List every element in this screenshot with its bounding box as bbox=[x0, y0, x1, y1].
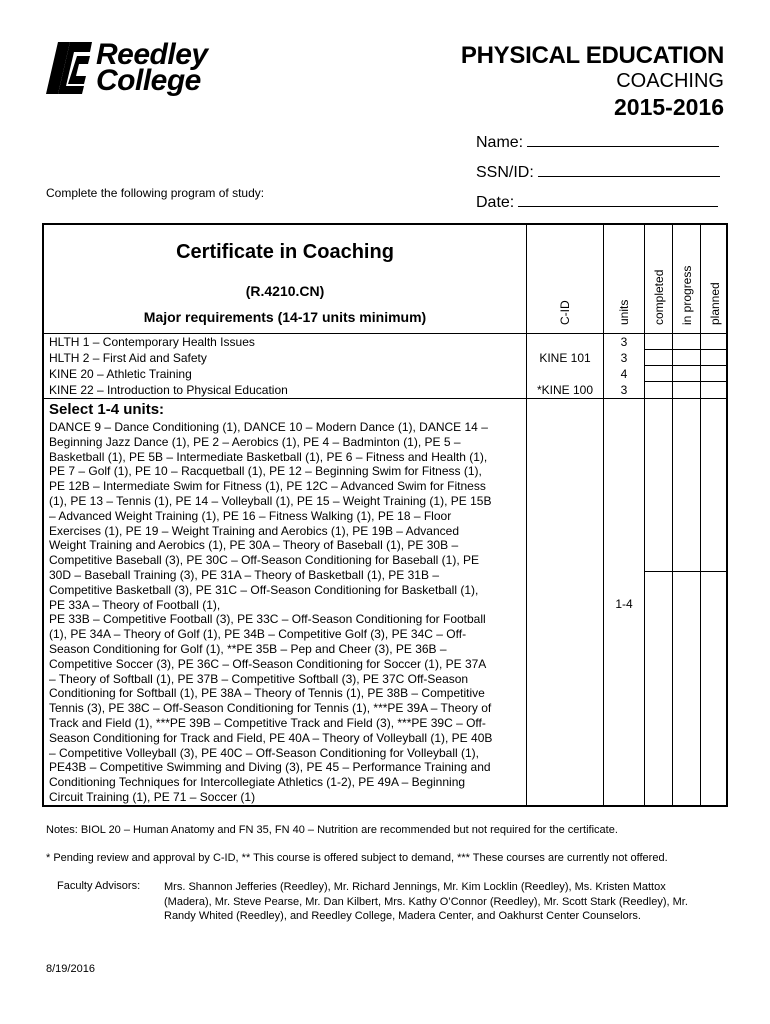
elective-line: PE 12B – Intermediate Swim for Fitness (1), PE 12C – Advanced Swim for Fitness bbox=[49, 479, 486, 494]
course-hlth-1: HLTH 1 – Contemporary Health Issues bbox=[49, 335, 255, 349]
ssn-label: SSN/ID: bbox=[476, 164, 534, 181]
col-header-cid: C-ID bbox=[558, 300, 572, 325]
course-kine-20: KINE 20 – Athletic Training bbox=[49, 367, 192, 381]
advisors-line: Randy Whited (Reedley), and Reedley College, Madera Center, and Oakhurst Center Counselors. bbox=[164, 910, 641, 922]
advisors-line: (Madera), Mr. Steve Pearse, Mr. Dan Kilbert, Mrs. Kathy O’Connor (Reedley), Mr. Scott Stark (Reedley), Mr. bbox=[164, 895, 688, 908]
name-input-line[interactable] bbox=[527, 132, 719, 147]
course-hlth-2: HLTH 2 – First Aid and Safety bbox=[49, 351, 207, 365]
elective-line: – Theory of Softball (1), PE 37B – Competitive Softball (3), PE 37C Off-Season bbox=[49, 671, 469, 686]
elective-line: – Advanced Weight Training (1), PE 16 – Fitness Walking (1), PE 18 – Floor bbox=[49, 508, 452, 523]
elective-line: Weight Training and Aerobics (1), PE 30A – Theory of Baseball (1), PE 30B – bbox=[49, 538, 459, 553]
notes-line-2: * Pending review and approval by C-ID, ** This course is offered subject to demand, *** These courses are currently not offered. bbox=[46, 852, 668, 864]
academic-year: 2015-2016 bbox=[614, 94, 724, 120]
notes-line-1: Notes: BIOL 20 – Human Anatomy and FN 35, FN 40 – Nutrition are recommended but not required for the certificate. bbox=[46, 824, 618, 836]
elective-line: Beginning Jazz Dance (1), PE 2 – Aerobics (1), PE 4 – Badminton (1), PE 5 – bbox=[49, 434, 461, 449]
elective-line: DANCE 9 – Dance Conditioning (1), DANCE 10 – Modern Dance (1), DANCE 14 – bbox=[49, 420, 488, 434]
col-header-completed: completed bbox=[652, 269, 666, 325]
date-input-line[interactable] bbox=[518, 192, 718, 207]
certificate-code: (R.4210.CN) bbox=[245, 283, 325, 299]
select-title: Select 1-4 units: bbox=[49, 401, 165, 418]
footer-date: 8/19/2016 bbox=[46, 963, 95, 975]
date-label: Date: bbox=[476, 194, 515, 211]
page-subtitle: COACHING bbox=[616, 70, 724, 92]
instructions: Complete the following program of study: bbox=[46, 186, 265, 200]
ssn-field[interactable] bbox=[476, 162, 720, 182]
elective-line: 30D – Baseball Training (3), PE 31A – Theory of Basketball (1), PE 31B – bbox=[49, 567, 439, 582]
course-kine-22: KINE 22 – Introduction to Physical Education bbox=[49, 383, 288, 397]
elective-line: – Competitive Volleyball (3), PE 40C – Off-Season Conditioning for Volleyball (1), bbox=[49, 745, 480, 760]
elective-line: Basketball (1), PE 5B – Intermediate Basketball (1), PE 6 – Fitness and Health (1), bbox=[49, 449, 488, 464]
elective-line: Track and Field (1), ***PE 39B – Competitive Track and Field (3), ***PE 39C – Off- bbox=[49, 715, 486, 730]
cid-kine-22: *KINE 100 bbox=[536, 383, 594, 397]
cid-hlth-2: KINE 101 bbox=[539, 351, 591, 365]
page-title: PHYSICAL EDUCATION bbox=[460, 42, 724, 69]
date-field[interactable] bbox=[476, 192, 718, 212]
col-header-in-progress: in progress bbox=[680, 265, 694, 325]
elective-line: Conditioning for Softball (1), PE 38A – Theory of Tennis (1), PE 38B – Competitive bbox=[49, 686, 485, 701]
elective-line: PE 33A – Theory of Football (1), bbox=[49, 597, 221, 612]
elective-line: PE 33B – Competitive Football (3), PE 33C – Off-Season Conditioning for Football bbox=[49, 612, 486, 627]
elective-line: Circuit Training (1), PE 71 – Soccer (1) bbox=[49, 789, 256, 804]
col-header-units: units bbox=[617, 299, 631, 325]
name-label: Name: bbox=[476, 134, 524, 151]
units-kine-22: 3 bbox=[620, 383, 628, 397]
elective-line: Competitive Soccer (3), PE 36C – Off-Season Conditioning for Soccer (1), PE 37A bbox=[49, 656, 487, 671]
elective-line: Tennis (3), PE 38C – Off-Season Conditioning for Tennis (1), ***PE 39A – Theory of bbox=[49, 701, 492, 716]
row-divider bbox=[644, 365, 726, 366]
elective-line: Conditioning Techniques for Intercollegiate Athletics (1-2), PE 49A – Beginning bbox=[49, 775, 466, 790]
units-select: 1-4 bbox=[615, 597, 633, 611]
row-divider bbox=[644, 349, 726, 350]
elective-line: Competitive Baseball (3), PE 30C – Off-Season Conditioning for Baseball (1), PE bbox=[49, 553, 479, 568]
col-header-planned: planned bbox=[708, 282, 722, 325]
advisors-line: Mrs. Shannon Jefferies (Reedley), Mr. Richard Jennings, Mr. Kim Locklin (Reedley), Ms. Kristen Mattox bbox=[164, 881, 666, 893]
col-divider-units bbox=[603, 225, 604, 805]
elective-line: PE 7 – Golf (1), PE 10 – Racquetball (1), PE 12 – Beginning Swim for Fitness (1), bbox=[49, 464, 482, 479]
elective-line: Season Conditioning for Golf (1), **PE 35B – Pep and Cheer (3), PE 36B – bbox=[49, 641, 447, 656]
reedley-logo-icon bbox=[44, 40, 94, 96]
logo-line-1: Reedley bbox=[96, 38, 208, 71]
row-divider bbox=[644, 381, 726, 382]
elective-line: Season Conditioning for Track and Field, PE 40A – Theory of Volleyball (1), PE 40B bbox=[49, 730, 493, 745]
elective-line: Competitive Basketball (3), PE 31C – Off-Season Conditioning for Basketball (1), bbox=[49, 582, 479, 597]
elective-line: PE43B – Competitive Swimming and Diving (3), PE 45 – Performance Training and bbox=[49, 760, 491, 775]
program-table bbox=[42, 223, 728, 807]
elective-line: Exercises (1), PE 19 – Weight Training and Aerobics (1), PE 19B – Advanced bbox=[49, 523, 459, 538]
certificate-title: Certificate in Coaching bbox=[176, 241, 394, 263]
college-logo bbox=[44, 40, 264, 100]
name-field[interactable] bbox=[476, 132, 719, 152]
row-divider bbox=[644, 571, 726, 572]
col-divider-cid bbox=[526, 225, 527, 805]
col-divider-planned bbox=[700, 225, 701, 805]
units-hlth-1: 3 bbox=[620, 335, 628, 349]
faculty-advisors-list bbox=[164, 880, 688, 924]
col-divider-completed bbox=[644, 225, 645, 805]
logo-line-2: College bbox=[96, 64, 201, 97]
elective-course-list bbox=[49, 420, 492, 805]
elective-line: (1), PE 34A – Theory of Golf (1), PE 34B – Competitive Golf (3), PE 34C – Off- bbox=[49, 627, 467, 642]
section-divider bbox=[44, 398, 726, 399]
units-hlth-2: 3 bbox=[620, 351, 628, 365]
col-divider-in-progress bbox=[672, 225, 673, 805]
faculty-advisors-label: Faculty Advisors: bbox=[57, 880, 141, 892]
elective-line: (1), PE 13 – Tennis (1), PE 14 – Volleyball (1), PE 15 – Weight Training (1), PE 15B bbox=[49, 493, 492, 508]
ssn-input-line[interactable] bbox=[538, 162, 720, 177]
units-kine-20: 4 bbox=[620, 367, 628, 381]
major-requirements: Major requirements (14-17 units minimum) bbox=[143, 309, 427, 325]
